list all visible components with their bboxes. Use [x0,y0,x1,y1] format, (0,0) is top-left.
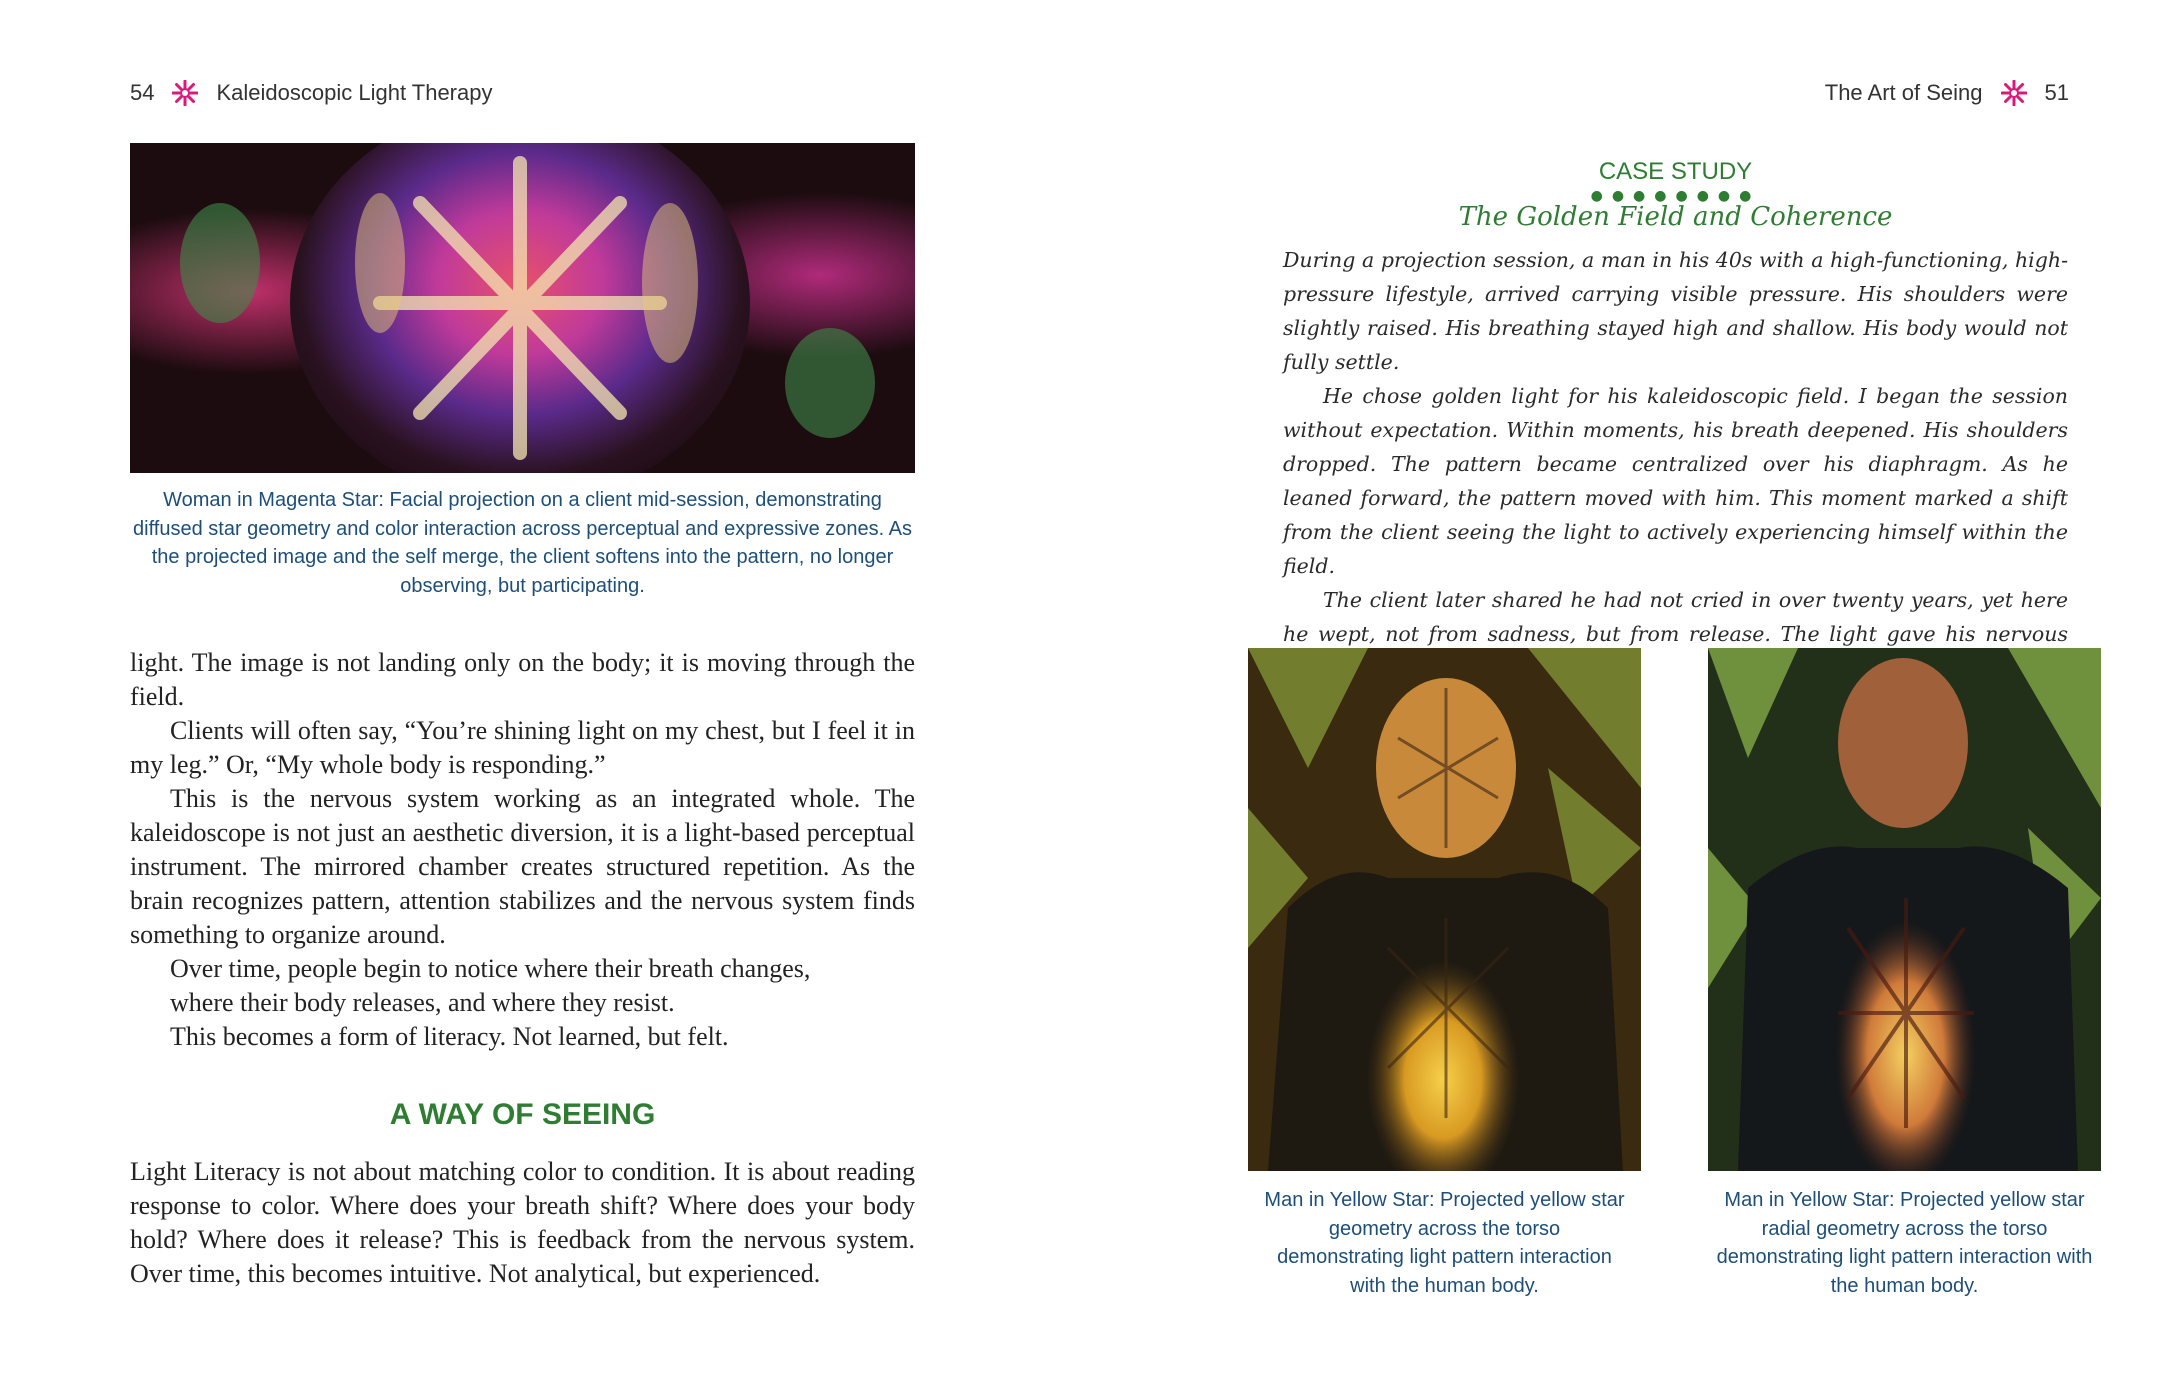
case-study-text [1283,243,2068,685]
yellow-star-caption-2: Man in Yellow Star: Projected yellow star radial geometry across the torso demonstrating light pattern interaction with the human body. [1716,1189,2093,1297]
magenta-star-icon [172,80,198,106]
left-running-title: Kaleidoscopic Light Therapy [216,80,493,105]
case-paragraph: The client later shared he had not cried in over twenty years, yet here he wept, not from sadness, but from release. The light gave his nervous [1283,588,2068,646]
woman-magenta-star-photo [130,143,915,473]
verse-line: where their body releases, and where they resist. [170,988,675,1017]
section-heading: A WAY OF SEEING [389,1098,656,1131]
body-paragraph: light. The image is not landing only on the body; it is moving through the field. [130,648,915,711]
left-running-head [130,80,492,106]
yellow-star-torso-photo-icon [1248,648,1641,1171]
right-running-title: The Art of Seing [1824,80,1983,105]
left-body-text [130,646,915,1054]
right-page-number: 51 [2044,80,2069,105]
kaleidoscope-face-photo-icon [130,143,915,473]
right-running-head [1825,80,2069,106]
yellow-star-photo-1 [1248,648,1641,1171]
verse-line: This becomes a form of literacy. Not learned, but felt. [170,1022,729,1051]
case-paragraph: During a projection session, a man in his 40s with a high-functioning, high-pressure lifestyle, arrived carrying visible pressure. His shoulders were slightly raised. His breathing stayed high and shallow. His body would not fully settle. [1283,248,2068,374]
verse-line: Over time, people begin to notice where their breath changes, [170,954,811,983]
left-page-number: 54 [130,80,155,105]
body-paragraph: Clients will often say, “You’re shining light on my chest, but I feel it in my leg.” Or, “My whole body is responding.” [130,716,915,779]
dotted-divider: ●●●●●●●● [1590,188,1761,204]
case-paragraph: He chose golden light for his kaleidoscopic field. I began the session without expectation. Within moments, his breath deepened. His shoulders dropped. The pattern became centralized over his diaphragm. As he leaned forward, the pattern moved with him. This moment marked a shift from the client seeing the light to actively experiencing himself within the field. [1283,384,2068,578]
yellow-star-caption-1: Man in Yellow Star: Projected yellow star geometry across the torso demonstrating light pattern interaction with the human body. [1264,1189,1625,1297]
case-study-title: The Golden Field and Coherence [1458,202,1893,232]
woman-magenta-star-caption: Woman in Magenta Star: Facial projection on a client mid-session, demonstrating diffused star geometry and color interaction across perceptual and expressive zones. As the projected image and the self merge, the client softens into the pattern, no longer observing, but participating. [133,489,912,597]
section-paragraph: Light Literacy is not about matching color to condition. It is about reading response to color. Where does your breath shift? Where does your body hold? Where does it release? This is feedback from the nervous system. Over time, this becomes intuitive. Not analytical, but experienced. [130,1157,915,1288]
yellow-star-photo-2 [1708,648,2101,1171]
body-paragraph: This is the nervous system working as an integrated whole. The kaleidoscope is not just an aesthetic diversion, it is a light-based perceptual instrument. The mirrored chamber creates structured repetition. As the brain recognizes pattern, attention stabilizes and the nervous system finds something to organize around. [130,784,915,949]
case-study-label: CASE STUDY [1598,158,1753,185]
yellow-radial-torso-photo-icon [1708,648,2101,1171]
magenta-star-icon [2001,80,2027,106]
